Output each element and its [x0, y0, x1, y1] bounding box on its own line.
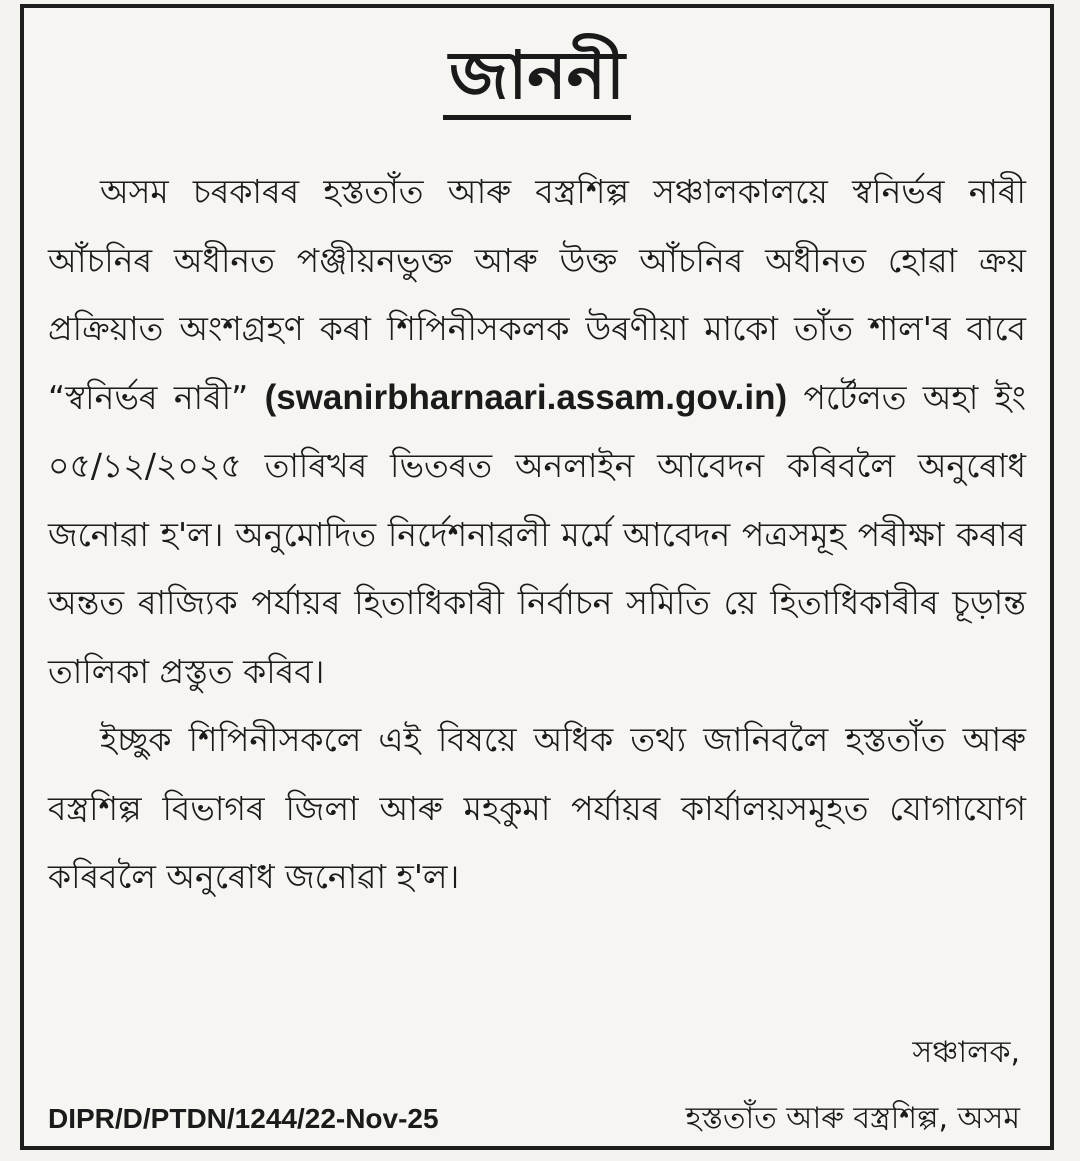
portal-url: (swanirbharnaari.assam.gov.in) — [264, 377, 788, 417]
notice-title: জাননী — [443, 40, 631, 120]
notice-paragraph-1 — [48, 158, 1026, 706]
reference-number: DIPR/D/PTDN/1244/22-Nov-25 — [48, 1103, 439, 1134]
notice-border-frame — [20, 4, 1054, 1150]
issuing-department: হস্ততাঁত আৰু বস্ত্ৰশিল্প, অসম — [685, 1101, 1020, 1136]
paragraph-1-text-after-url: পৰ্টেলত অহা ইং ০৫/১২/২০২৫ তাৰিখৰ ভিতৰত অনলাইন আবেদন কৰিবলৈ অনুৰোধ জনোৱা হ'ল। অনুমোদিত নিৰ্দেশনাৱলী মৰ্মে আবেদন পত্ৰসমূহ পৰীক্ষা কৰাৰ অন্তত ৰাজ্যিক পৰ্যায়ৰ হিতাধিকাৰী নিৰ্বাচন সমিতি য়ে হিতাধিকাৰীৰ চূড়ান্ত তালিকা প্ৰস্তুত কৰিব। — [48, 377, 1026, 691]
title-container — [24, 37, 1050, 120]
paragraph-1-text-before-url: অসম চৰকাৰৰ হস্ততাঁত আৰু বস্ত্ৰশিল্প সঞ্চালকালয়ে স্বনিৰ্ভৰ নাৰী আঁচনিৰ অধীনত পঞ্জীয়নভুক্ত আৰু উক্ত আঁচনিৰ অধীনত হোৱা ক্ৰয় প্ৰক্ৰিয়াত অংশগ্ৰহণ কৰা শিপিনীসকলক উৰণীয়া মাকো তাঁত শাল'ৰ বাবে “স্বনিৰ্ভৰ নাৰী” — [48, 172, 1026, 417]
notice-paragraph-2: ইচ্ছুক শিপিনীসকলে এই বিষয়ে অধিক তথ্য জানিবলৈ হস্ততাঁত আৰু বস্ত্ৰশিল্প বিভাগৰ জিলা আৰু মহকুমা পৰ্যায়ৰ কাৰ্যালয়সমূহত যোগাযোগ কৰিবলৈ অনুৰোধ জনোৱা হ'ল। — [48, 720, 1026, 896]
notice-body — [48, 158, 1026, 912]
notice-footer — [48, 1094, 1020, 1145]
signatory-designation: সঞ্চালক, — [912, 1035, 1020, 1070]
